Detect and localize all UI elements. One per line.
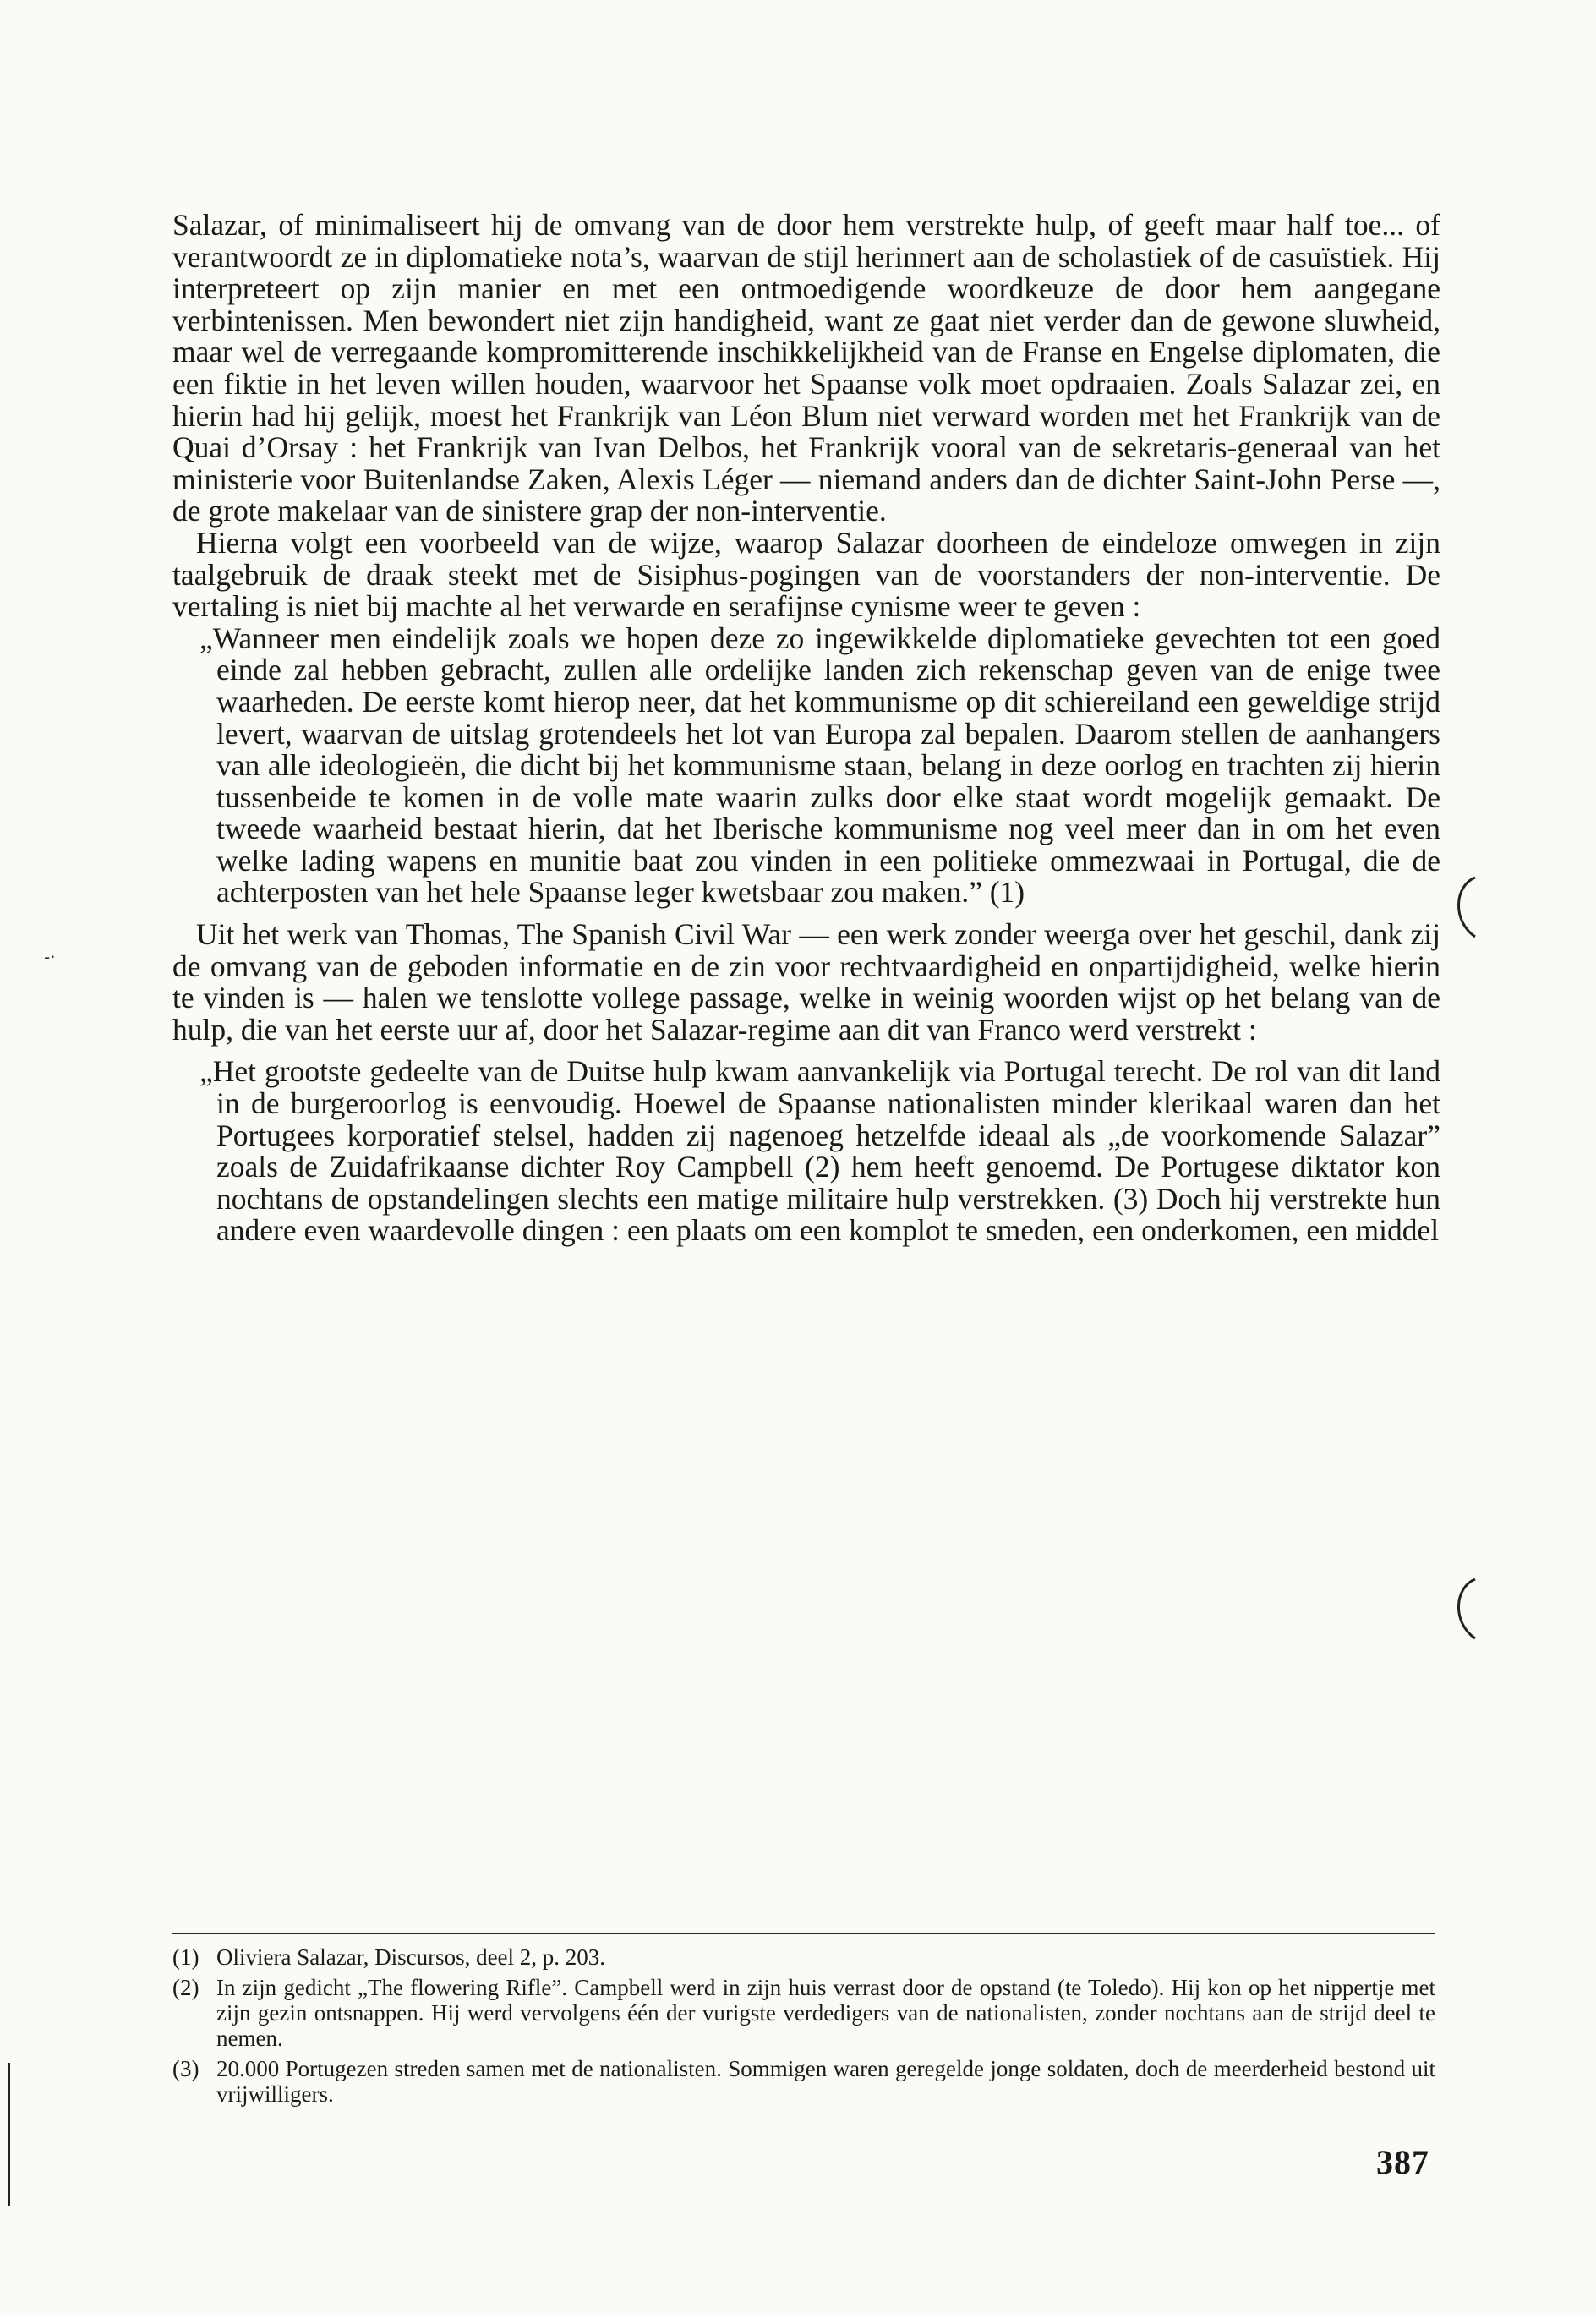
footnote-2 (172, 1975, 1435, 2051)
footnote-text: Oliviera Salazar, Discursos, deel 2, p. 203. (216, 1944, 606, 1970)
footnote-number: (2) (172, 1975, 200, 2000)
body-text (172, 210, 1440, 1247)
quote-salazar: „Wanneer men eindelijk zoals we hopen deze zo ingewikkelde diplomatieke gevechten tot een goed einde zal hebben gebracht, zullen alle ordelijke landen zich rekenschap geven van de enige twee waarheden. De eerste komt hierop neer, dat het kommunisme op dit schiereiland een geweldige strijd levert, waarvan de uitslag grotendeels het lot van Europa zal bepalen. Daarom stellen de aanhangers van alle ideologieën, die dicht bij het kommunisme staan, belang in deze oorlog en trachten zij hierin tussenbeide te komen in de volle mate waarin zulks door elke staat wordt mogelijk gemaakt. De tweede waarheid bestaat hierin, dat het Iberische kommunisme nog veel meer dan in om het even welke lading wapens en munitie baat zou vinden in een politieke ommezwaai in Portugal, die de achterposten van het hele Spaanse leger kwetsbaar zou maken.” (1) (200, 621, 1440, 910)
footnote-text: In zijn gedicht „The flowering Rifle”. Campbell werd in zijn huis verrast door de opstand (te Toledo). Hij kon op het nippertje met zijn gezin ontsnappen. Hij werd vervolgens één der vurigste verdedigers van de nationalisten, zonder nochtans aan de strijd deel te nemen. (216, 1975, 1435, 2051)
quote-thomas: „Het grootste gedeelte van de Duitse hulp kwam aanvankelijk via Portugal terecht. De rol van dit land in de burgeroorlog is eenvoudig. Hoewel de Spaanse nationalisten minder klerikaal waren dan het Portugees korporatief stelsel, hadden zij nagenoeg hetzelfde ideaal als „de voorkomende Salazar” zoals de Zuidafrikaanse dichter Roy Campbell (2) hem heeft genoemd. De Portugese diktator kon nochtans de opstandelingen slechts een matige militaire hulp verstrekken. (3) Doch hij verstrekte hun andere even waardevolle dingen : een plaats om een komplot te smeden, een onderkomen, een middel (200, 1054, 1440, 1248)
footnote-rule (172, 1933, 1435, 1934)
scan-mark: -· (44, 947, 56, 967)
paragraph-3: Uit het werk van Thomas, The Spanish Civil War — een werk zonder weerga over het geschil, dank zij de omvang van de geboden informatie en de zin voor rechtvaardigheid en onpartijdigheid, welke hierin te vinden is — halen we tenslotte vollege passage, welke in weinig woorden wijst op het belang van de hulp, die van het eerste uur af, door het Salazar-regime aan dit van Franco werd verstrekt : (172, 917, 1440, 1047)
footnote-number: (3) (172, 2056, 200, 2081)
paragraph-2: Hierna volgt een voorbeeld van de wijze, waarop Salazar doorheen de eindeloze omwegen in zijn taalgebruik de draak steekt met de Sisiphus-pogingen van de voorstanders der non-interventie. De vertaling is niet bij machte al het verwarde en serafijnse cynisme weer te geven : (172, 525, 1440, 624)
margin-bracket-1 (1437, 871, 1488, 947)
paragraph-1: Salazar, of minimaliseert hij de omvang van de door hem verstrekte hulp, of geeft maar half toe... of verantwoordt ze in diplomatieke nota’s, waarvan de stijl herinnert aan de scholastiek of de casuïstiek. Hij interpreteert op zijn manier en met een ontmoedigende woordkeuze de door hem aangegane verbintenissen. Men bewondert niet zijn handigheid, want ze gaat niet verder dan de gewone sluwheid, maar wel de verregaande kompromitterende inschikkelijkheid van de Franse en Engelse diplomaten, die een fiktie in het leven willen houden, waarvoor het Spaanse volk moet opdraaien. Zoals Salazar zei, en hierin had hij gelijk, moest het Frankrijk van Léon Blum niet verward worden met het Frankrijk van de Quai d’Orsay : het Frankrijk van Ivan Delbos, het Frankrijk vooral van de sekretaris-generaal van het ministerie voor Buitenlandse Zaken, Alexis Léger — niemand anders dan de dichter Saint-John Perse —, de grote makelaar van de sinistere grap der non-interventie. (172, 208, 1440, 528)
scan-edge-line (8, 2063, 10, 2206)
footnotes (172, 1944, 1435, 2112)
margin-bracket-2 (1437, 1572, 1488, 1649)
footnote-3 (172, 2056, 1435, 2107)
footnote-number: (1) (172, 1944, 200, 1970)
footnote-1 (172, 1944, 1435, 1970)
page-number: 387 (1376, 2143, 1429, 2181)
footnote-text: 20.000 Portugezen streden samen met de nationalisten. Sommigen waren geregelde jonge soldaten, doch de meerderheid bestond uit vrijwilligers. (216, 2056, 1435, 2107)
